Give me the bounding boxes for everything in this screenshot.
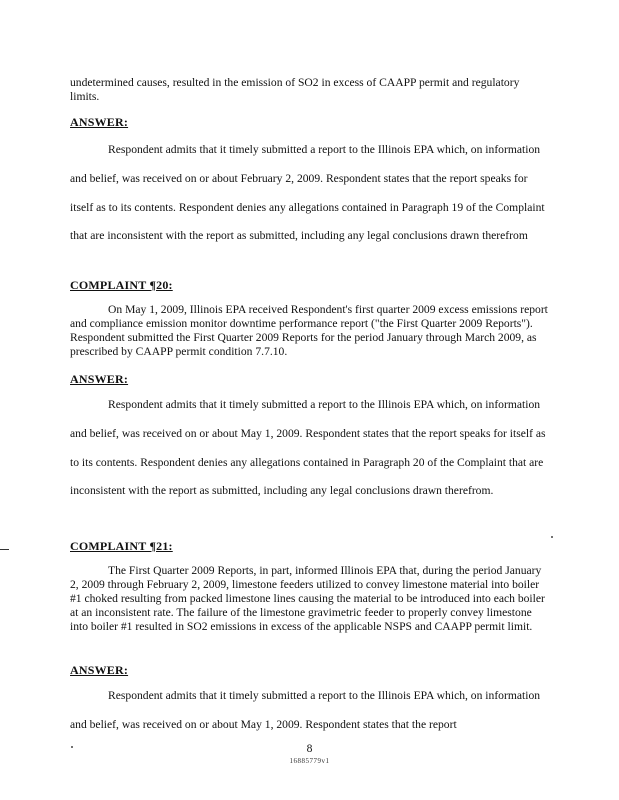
complaint-20-paragraph: On May 1, 2009, Illinois EPA received Respondent's first quarter 2009 excess emissions report and compliance emission monitor downtime performance report ("the First Quarter 2009 Reports"). Respondent submitted the First Quarter 2009 Reports for the period January through March 2009, as prescribed by CAAPP permit condition 7.7.10. xyxy=(70,303,548,358)
answer-heading-2: ANSWER: xyxy=(70,372,129,386)
scan-speck xyxy=(551,536,553,538)
complaint-20-heading: COMPLAINT ¶20: xyxy=(70,278,173,292)
scan-margin-mark xyxy=(0,549,9,550)
complaint-21-heading: COMPLAINT ¶21: xyxy=(70,539,173,553)
scan-speck xyxy=(71,746,73,748)
page-number: 8 xyxy=(306,742,313,755)
answer-heading-3: ANSWER: xyxy=(70,663,129,677)
complaint-21-paragraph: The First Quarter 2009 Reports, in part, informed Illinois EPA that, during the period January 2, 2009 through February 2, 2009, limestone feeders utilized to convey limestone material into boiler #1 choked resulting from packed limestone lines causing the material to be introduced into each boiler at an inconsistent rate. The failure of the limestone gravimetric feeder to properly convey limestone into boiler #1 resulted in SO2 emissions in excess of the applicable NSPS and CAAPP permit limit. xyxy=(70,564,545,633)
intro-paragraph: undetermined causes, resulted in the emission of SO2 in excess of CAAPP permit and regulatory limits. xyxy=(70,76,520,103)
answer-paragraph-2: Respondent admits that it timely submitted a report to the Illinois EPA which, on information and belief, was received on or about May 1, 2009. Respondent states that the report speaks for itself as to its contents. Respondent denies any allegations contained in Paragraph 20 of the Complaint that are inconsistent with the report as submitted, including any legal conclusions drawn therefrom. xyxy=(70,398,546,498)
answer-heading-1: ANSWER: xyxy=(70,115,129,129)
answer-paragraph-1: Respondent admits that it timely submitted a report to the Illinois EPA which, on information and belief, was received on or about February 2, 2009. Respondent states that the report speaks for itself as to its contents. Respondent denies any allegations contained in Paragraph 19 of the Complaint that are inconsistent with the report as submitted, including any legal conclusions drawn therefrom xyxy=(70,143,545,243)
document-id: 16885779v1 xyxy=(289,757,330,765)
answer-paragraph-3: Respondent admits that it timely submitted a report to the Illinois EPA which, on information and belief, was received on or about May 1, 2009. Respondent states that the report xyxy=(70,689,541,731)
